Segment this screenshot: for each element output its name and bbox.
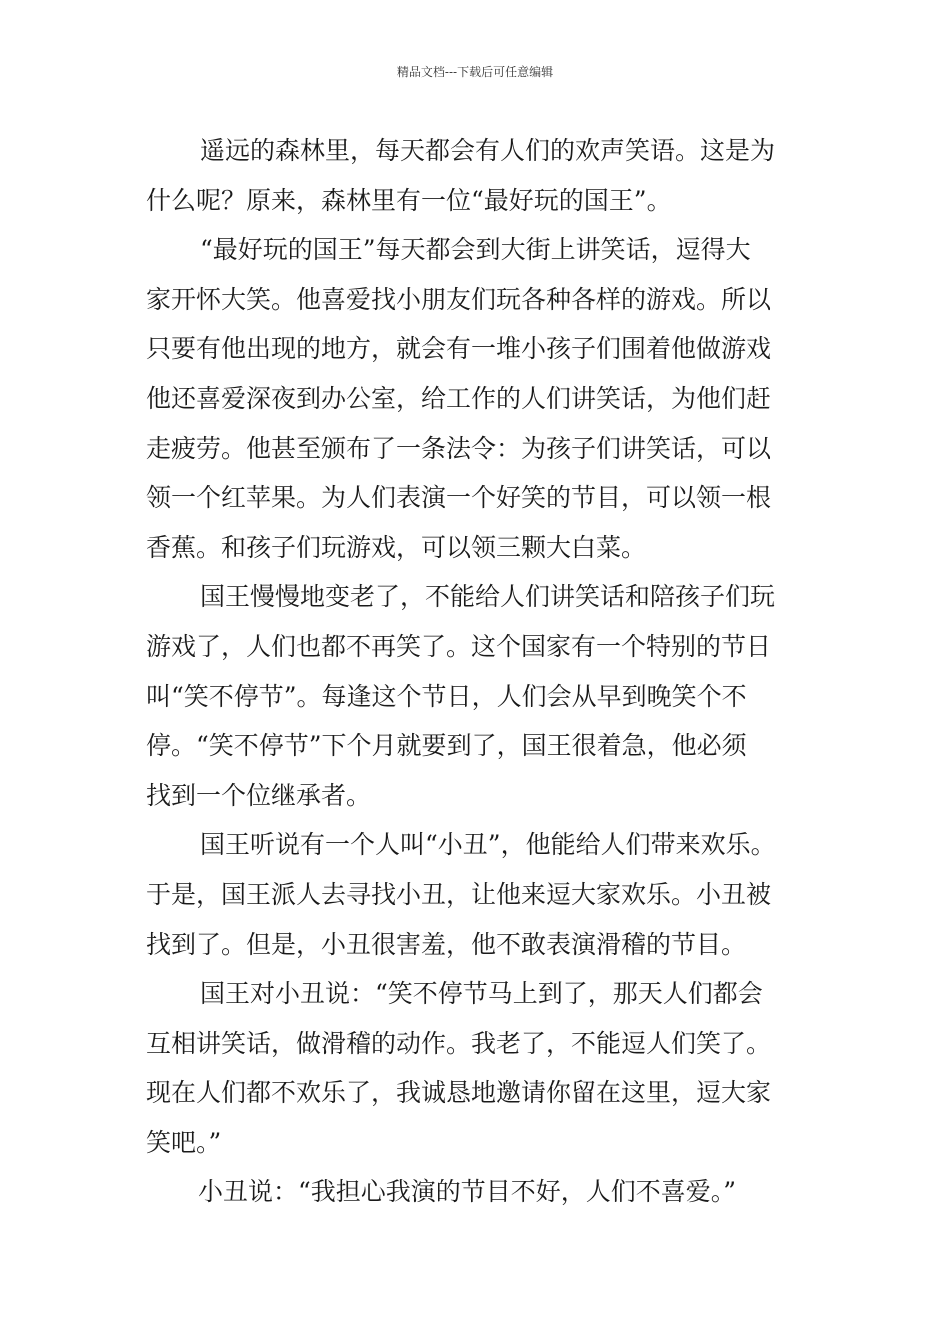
text-line: 找到了。但是，小丑很害羞，他不敢表演滑稽的节目。 (146, 929, 747, 959)
text-line: 小丑说：“我担心我演的节目不好，人们不喜爱。” (198, 1177, 737, 1207)
text-line: “最好玩的国王”每天都会到大街上讲笑话，逗得大 (200, 235, 751, 265)
text-line: 游戏了，人们也都不再笑了。这个国家有一个特别的节日 (146, 631, 772, 661)
text-line: 笑吧。” (146, 1127, 222, 1157)
text-line: 现在人们都不欢乐了，我诚恳地邀请你留在这里，逗大家 (146, 1078, 772, 1108)
text-line: 国王慢慢地变老了，不能给人们讲笑话和陪孩子们玩 (200, 582, 776, 612)
text-line: 国王对小丑说：“笑不停节马上到了，那天人们都会 (200, 979, 763, 1009)
text-line: 走疲劳。他甚至颁布了一条法令：为孩子们讲笑话，可以 (146, 433, 772, 463)
text-line: 互相讲笑话，做滑稽的动作。我老了，不能逗人们笑了。 (146, 1028, 772, 1058)
text-line: 国王听说有一个人叫“小丑”，他能给人们带来欢乐。 (200, 830, 776, 860)
text-line: 他还喜爱深夜到办公室，给工作的人们讲笑话，为他们赶 (146, 383, 772, 413)
text-line: 领一个红苹果。为人们表演一个好笑的节目，可以领一根 (146, 483, 772, 513)
text-line: 家开怀大笑。他喜爱找小朋友们玩各种各样的游戏。所以 (146, 284, 772, 314)
text-line: 停。“笑不停节”下个月就要到了，国王很着急，他必须 (146, 731, 747, 761)
text-line: 于是，国王派人去寻找小丑，让他来逗大家欢乐。小丑被 (146, 879, 772, 909)
text-line: 什么呢？原来，森林里有一位“最好玩的国王”。 (146, 185, 672, 215)
text-line: 找到一个位继承者。 (146, 780, 372, 810)
text-line: 遥远的森林里，每天都会有人们的欢声笑语。这是为 (200, 136, 776, 165)
text-line: 叫“笑不停节”。每逢这个节日，人们会从早到晚笑个不 (146, 681, 747, 711)
text-line: 只要有他出现的地方，就会有一堆小孩子们围着他做游戏 (146, 334, 772, 364)
page-header: 精品文档---下载后可任意编辑 (396, 65, 554, 79)
document-body (146, 126, 826, 1217)
text-line: 香蕉。和孩子们玩游戏，可以领三颗大白菜。 (146, 532, 647, 562)
